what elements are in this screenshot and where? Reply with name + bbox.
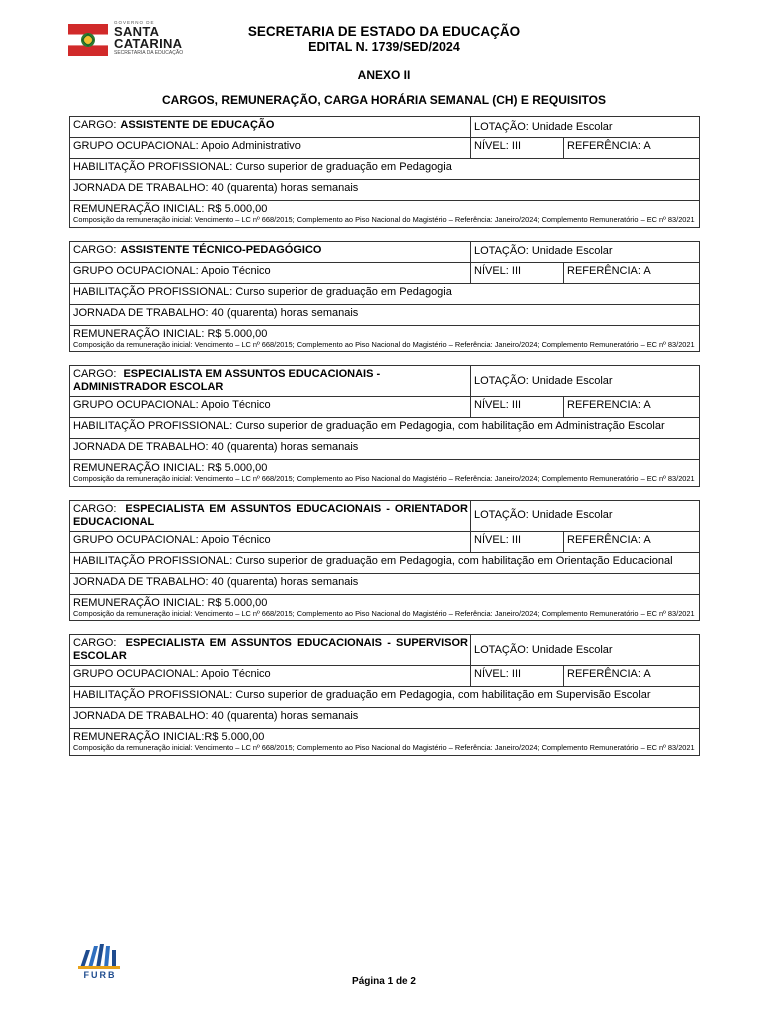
remuneracao-row [70, 325, 699, 352]
remuneracao-inicial: REMUNERAÇÃO INICIAL: R$ 5.000,00 [73, 596, 268, 609]
jornada-cell: JORNADA DE TRABALHO: 40 (quarenta) horas semanais [73, 182, 359, 194]
jornada-cell: JORNADA DE TRABALHO: 40 (quarenta) horas semanais [73, 575, 359, 588]
referencia-cell: REFERÊNCIA: A [567, 533, 651, 546]
grupo-row [70, 137, 699, 158]
cargo-label: CARGO: [73, 243, 117, 256]
nivel-cell: NÍVEL: III [471, 666, 564, 686]
referencia-cell: REFERÊNCIA: A [567, 264, 651, 277]
jornada-cell: JORNADA DE TRABALHO: 40 (quarenta) horas semanais [73, 710, 359, 722]
jornada-row [70, 707, 699, 728]
habilitacao-row [70, 417, 699, 438]
remuneracao-cell [70, 201, 699, 227]
furb-logo-text: FURB [83, 970, 117, 980]
cargo-row [70, 117, 699, 137]
cargo-row [70, 242, 699, 262]
furb-logo [72, 940, 128, 980]
cargo-label: CARGO: [73, 119, 117, 131]
logo-line-3: SECRETARIA DA EDUCAÇÃO [114, 50, 184, 56]
habilitacao-row [70, 686, 699, 707]
cargo-row [70, 635, 699, 665]
lotacao-cell: LOTAÇÃO: Unidade Escolar [474, 643, 613, 656]
nivel-cell: NÍVEL: III [471, 263, 564, 283]
habilitacao-cell: HABILITAÇÃO PROFISSIONAL: Curso superior de graduação em Pedagogia, com habilitação em Administração Escolar [73, 420, 665, 432]
cargo-cell [70, 635, 471, 665]
grupo-cell: GRUPO OCUPACIONAL: Apoio Técnico [70, 666, 471, 686]
habilitacao-row [70, 158, 699, 179]
logo-line-1: SANTA [114, 24, 160, 39]
grupo-row [70, 665, 699, 686]
grupo-cell: GRUPO OCUPACIONAL: Apoio Administrativo [70, 138, 471, 158]
habilitacao-row [70, 283, 699, 304]
cargo-table [69, 241, 700, 353]
jornada-row [70, 179, 699, 200]
remuneracao-cell [70, 326, 699, 352]
habilitacao-cell: HABILITAÇÃO PROFISSIONAL: Curso superior de graduação em Pedagogia [73, 285, 452, 298]
cargo-cell [70, 366, 471, 396]
grupo-cell: GRUPO OCUPACIONAL: Apoio Técnico [70, 397, 471, 417]
lotacao-cell: LOTAÇÃO: Unidade Escolar [474, 245, 613, 257]
cargo-value: ESPECIALISTA EM ASSUNTOS EDUCACIONAIS - ORIENTADOR EDUCACIONAL [73, 502, 468, 528]
grupo-row [70, 262, 699, 283]
lotacao-cell: LOTAÇÃO: Unidade Escolar [474, 509, 613, 521]
grupo-cell: GRUPO OCUPACIONAL: Apoio Técnico [70, 532, 471, 552]
annex-title: ANEXO II [357, 68, 411, 82]
remuneracao-inicial: REMUNERAÇÃO INICIAL:R$ 5.000,00 [73, 731, 265, 743]
cargo-tables [69, 116, 700, 769]
cargo-label: CARGO: [73, 368, 117, 380]
remuneracao-row [70, 728, 699, 755]
remuneracao-inicial: REMUNERAÇÃO INICIAL: R$ 5.000,00 [73, 462, 268, 474]
grupo-row [70, 396, 699, 417]
nivel-cell: NÍVEL: III [471, 138, 564, 158]
jornada-cell: JORNADA DE TRABALHO: 40 (quarenta) horas semanais [73, 306, 359, 319]
remuneracao-cell [70, 595, 699, 621]
lotacao-cell: LOTAÇÃO: Unidade Escolar [474, 120, 613, 133]
cargo-cell [70, 117, 471, 137]
cargo-row [70, 366, 699, 396]
referencia-cell: REFERÊNCIA: A [567, 140, 651, 152]
referencia-cell: REFERÊNCIA: A [567, 668, 651, 680]
cargo-table [69, 365, 700, 487]
furb-books-icon [72, 940, 128, 970]
composicao-remuneracao: Composição da remuneração inicial: Vencimento – LC nº 668/2015; Complemento ao Piso Nacional do Magistério – Referência: Janeiro/2024; Complemento Remuneratório – EC nº 83/2021 [73, 215, 695, 224]
cargo-table [69, 634, 700, 756]
logo-top-text: GOVERNO DE [114, 20, 155, 25]
logo-line-2: CATARINA [114, 36, 183, 51]
cargo-label: CARGO: [73, 502, 117, 515]
title-block [0, 24, 768, 55]
remuneracao-row [70, 594, 699, 621]
jornada-row [70, 438, 699, 459]
cargo-value: ESPECIALISTA EM ASSUNTOS EDUCACIONAIS - ADMINISTRADOR ESCOLAR [73, 368, 381, 393]
cargo-table [69, 116, 700, 228]
nivel-cell: NÍVEL: III [471, 532, 564, 552]
jornada-row [70, 304, 699, 325]
habilitacao-row [70, 552, 699, 573]
remuneracao-inicial: REMUNERAÇÃO INICIAL: R$ 5.000,00 [73, 203, 268, 215]
nivel-cell: NÍVEL: III [471, 397, 564, 417]
grupo-row [70, 531, 699, 552]
cargo-row [70, 501, 699, 531]
composicao-remuneracao: Composição da remuneração inicial: Vencimento – LC nº 668/2015; Complemento ao Piso Nacional do Magistério – Referência: Janeiro/2024; Complemento Remuneratório – EC nº 83/2021 [73, 743, 695, 752]
cargo-table [69, 500, 700, 622]
cargo-cell [70, 242, 471, 262]
cargo-cell [70, 501, 471, 531]
remuneracao-row [70, 459, 699, 486]
jornada-row [70, 573, 699, 594]
cargo-value: ASSISTENTE TÉCNICO-PEDAGÓGICO [120, 243, 322, 256]
cargo-value: ESPECIALISTA EM ASSUNTOS EDUCACIONAIS - SUPERVISOR ESCOLAR [73, 637, 468, 662]
jornada-cell: JORNADA DE TRABALHO: 40 (quarenta) horas semanais [73, 441, 359, 453]
referencia-cell: REFERENCIA: A [567, 399, 651, 411]
cargo-label: CARGO: [73, 637, 117, 649]
annex-subtitle: CARGOS, REMUNERAÇÃO, CARGA HORÁRIA SEMANAL (CH) E REQUISITOS [161, 93, 607, 107]
document-title: SECRETARIA DE ESTADO DA EDUCAÇÃO [247, 24, 521, 39]
grupo-cell: GRUPO OCUPACIONAL: Apoio Técnico [70, 263, 471, 283]
remuneracao-cell [70, 729, 699, 755]
habilitacao-cell: HABILITAÇÃO PROFISSIONAL: Curso superior de graduação em Pedagogia, com habilitação em Supervisão Escolar [73, 689, 651, 701]
cargo-value: ASSISTENTE DE EDUCAÇÃO [120, 119, 275, 131]
composicao-remuneracao: Composição da remuneração inicial: Vencimento – LC nº 668/2015; Complemento ao Piso Nacional do Magistério – Referência: Janeiro/2024; Complemento Remuneratório – EC nº 83/2021 [73, 474, 695, 483]
edital-number: EDITAL N. 1739/SED/2024 [308, 40, 460, 54]
lotacao-cell: LOTAÇÃO: Unidade Escolar [474, 374, 613, 387]
remuneracao-row [70, 200, 699, 227]
habilitacao-cell: HABILITAÇÃO PROFISSIONAL: Curso superior de graduação em Pedagogia [73, 161, 452, 173]
habilitacao-cell: HABILITAÇÃO PROFISSIONAL: Curso superior de graduação em Pedagogia, com habilitação em Orientação Educacional [73, 554, 673, 567]
page-number: Página 1 de 2 [352, 976, 416, 987]
composicao-remuneracao: Composição da remuneração inicial: Vencimento – LC nº 668/2015; Complemento ao Piso Nacional do Magistério – Referência: Janeiro/2024; Complemento Remuneratório – EC nº 83/2021 [73, 608, 695, 618]
remuneracao-cell [70, 460, 699, 486]
composicao-remuneracao: Composição da remuneração inicial: Vencimento – LC nº 668/2015; Complemento ao Piso Nacional do Magistério – Referência: Janeiro/2024; Complemento Remuneratório – EC nº 83/2021 [73, 339, 695, 349]
document-header [0, 0, 768, 110]
remuneracao-inicial: REMUNERAÇÃO INICIAL: R$ 5.000,00 [73, 327, 268, 340]
